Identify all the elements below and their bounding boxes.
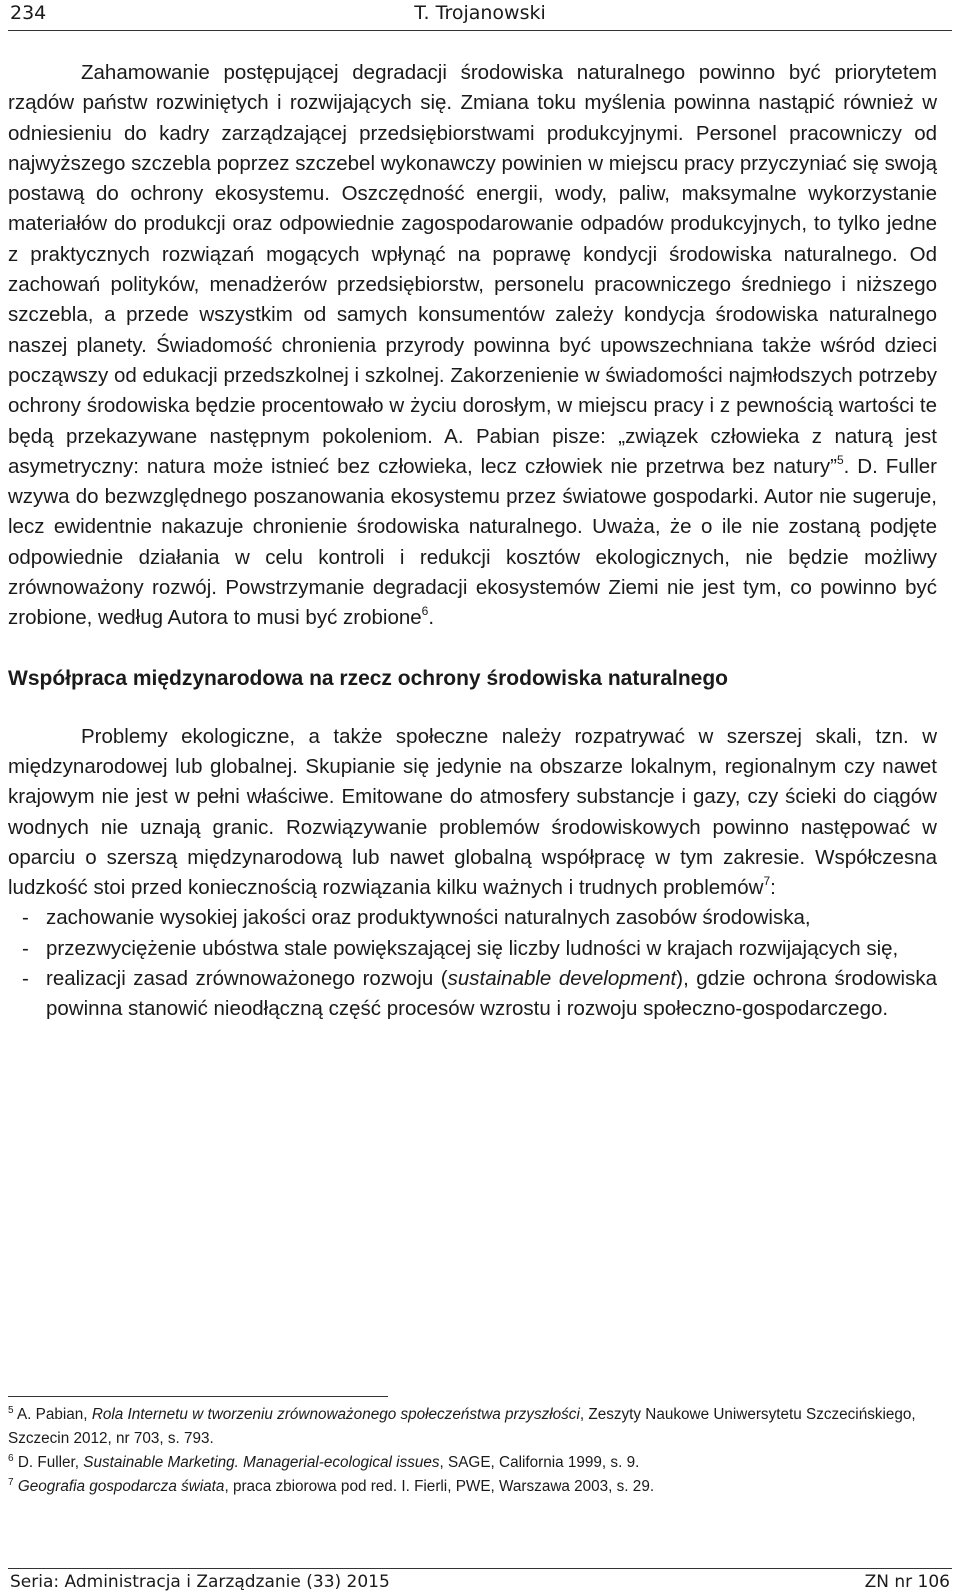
footnote-text: , praca zbiorowa pod red. I. Fierli, PWE, Warszawa 2003, s. 29. bbox=[224, 1478, 655, 1495]
footnote-title: Rola Internetu w tworzeniu zrównoważonego społeczeństwa przyszłości bbox=[91, 1406, 580, 1423]
footnotes bbox=[8, 1403, 937, 1499]
page-header bbox=[8, 0, 952, 31]
footer-issue: ZN nr 106 bbox=[864, 1572, 950, 1592]
footnote-separator bbox=[8, 1396, 388, 1397]
running-head-author: T. Trojanowski bbox=[414, 2, 546, 24]
paragraph-intro bbox=[8, 58, 937, 634]
list-item-text: zachowanie wysokiej jakości oraz produktywności naturalnych zasobów środowiska, bbox=[46, 906, 811, 930]
footnote-number: 5 bbox=[8, 1405, 14, 1416]
list-marker: - bbox=[22, 906, 29, 930]
list-marker: - bbox=[22, 936, 29, 960]
paragraph-text: . bbox=[428, 606, 435, 630]
list-item bbox=[8, 903, 937, 933]
paragraph-text: : bbox=[770, 876, 776, 900]
list-item-italic: sustainable development bbox=[447, 967, 677, 991]
main-text bbox=[8, 58, 937, 1025]
page-footer bbox=[8, 1568, 952, 1596]
footnote-title: Sustainable Marketing. Managerial-ecological issues bbox=[83, 1454, 440, 1471]
footnote-ref[interactable]: 7 bbox=[763, 874, 771, 889]
paragraph-section bbox=[8, 722, 937, 904]
footnote-title: Geografia gospodarcza świata bbox=[17, 1478, 225, 1495]
footnote bbox=[8, 1403, 937, 1451]
footnote-text: , SAGE, California 1999, s. 9. bbox=[439, 1454, 640, 1471]
footnote bbox=[8, 1475, 937, 1499]
paragraph-text: Zahamowanie postępującej degradacji środowiska naturalnego powinno być priorytetem rządów państw rozwiniętych i rozwijających się. Zmiana toku myślenia powinna nastąpić również w odniesieniu do kadry zarządzającej przedsiębiorstwami produkcyjnymi. Personel pracowniczy od najwyższego szczebla poprzez szczebel wykonawczy powinien w miejscu pracy przyczyniać się swoją postawą do ochrony ekosystemu. Oszczędność energii, wody, paliw, maksymalne wykorzystanie materiałów do produkcji oraz odpowiednie zagospodarowanie odpadów produkcyjnych, to tylko jedne z praktycznych rozwiązań mogących wpłynąć na poprawę kondycji środowiska naturalnego. Od zachowań polityków, menadżerów przedsiębiorstw, personelu pracowniczego średniego i niższego szczebla, a przede wszystkim od samych konsumentów zależy kondycja środowiska naturalnego naszej planety. Świadomość chronienia przyrody powinna być upowszechniana także wśród dzieci począwszy od edukacji przedszkolnej i szkolnej. Zakorzenienie w świadomości najmłodszych potrzeby ochrony środowiska będzie procentowało w życiu dorosłym, w miejscu pracy i z pewnością wartości te będą przekazywane następnym pokoleniom. A. Pabian pisze: „związek człowieka z naturą jest asymetryczny: natura może istnieć bez człowieka, lecz człowiek nie przetrwa bez natury” bbox=[8, 61, 937, 478]
footnote-number: 7 bbox=[8, 1477, 14, 1488]
footnote bbox=[8, 1451, 937, 1475]
paragraph-text: . D. Fuller wzywa do bezwzględnego poszanowania ekosystemu przez światowe gospodarki. Autor nie sugeruje, lecz ewidentnie nakazuje chronienie środowiska naturalnego. Uważa, że o ile nie zostaną podjęte odpowiednie działania w celu kontroli i redukcji kosztów ekologicznych, nie będzie możliwy zrównoważony rozwój. Powstrzymanie degradacji ekosystemów Ziemi nie jest tym, co powinno być zrobione, według Autora to musi być zrobione bbox=[8, 454, 937, 630]
footnote-ref[interactable]: 5 bbox=[836, 452, 844, 467]
list-marker: - bbox=[22, 967, 29, 991]
page-number: 234 bbox=[10, 2, 47, 24]
list-item-text: ), gdzie ochrona środowiska powinna stanowić nieodłączną część procesów wzrostu i rozwoju społeczno-gospodarczego. bbox=[46, 967, 938, 1021]
footnote-ref[interactable]: 6 bbox=[421, 604, 429, 619]
footer-series: Seria: Administracja i Zarządzanie (33) 2015 bbox=[10, 1572, 390, 1592]
problem-list bbox=[8, 903, 937, 1024]
section-heading: Współpraca międzynarodowa na rzecz ochrony środowiska naturalnego bbox=[8, 666, 728, 690]
footnote-text: A. Pabian, bbox=[16, 1406, 92, 1423]
list-item bbox=[8, 934, 937, 964]
paragraph-text: Problemy ekologiczne, a także społeczne należy rozpatrywać w szerszej skali, tzn. w międzynarodowej lub globalnej. Skupianie się jedynie na obszarze lokalnym, regionalnym czy nawet krajowym nie jest w pełni właściwe. Emitowane do atmosfery substancje i gazy, czy ścieki do ciągów wodnych nie uznają granic. Rozwiązywanie problemów środowiskowych powinno następować w oparciu o szerszą międzynarodową lub nawet globalną współpracę w tym zakresie. Współczesna ludzkość stoi przed koniecznością rozwiązania kilku ważnych i trudnych problemów bbox=[8, 724, 937, 900]
list-item bbox=[8, 964, 937, 1025]
footnote-text: D. Fuller, bbox=[17, 1454, 84, 1471]
list-item-text: realizacji zasad zrównoważonego rozwoju ( bbox=[46, 967, 448, 991]
list-item-text: przezwyciężenie ubóstwa stale powiększającej się liczby ludności w krajach rozwijających się, bbox=[46, 936, 899, 960]
footnote-number: 6 bbox=[8, 1453, 14, 1464]
footnote-text: , Zeszyty Naukowe Uniwersytetu Szczecińskiego, Szczecin 2012, nr 703, s. 793. bbox=[8, 1406, 916, 1447]
